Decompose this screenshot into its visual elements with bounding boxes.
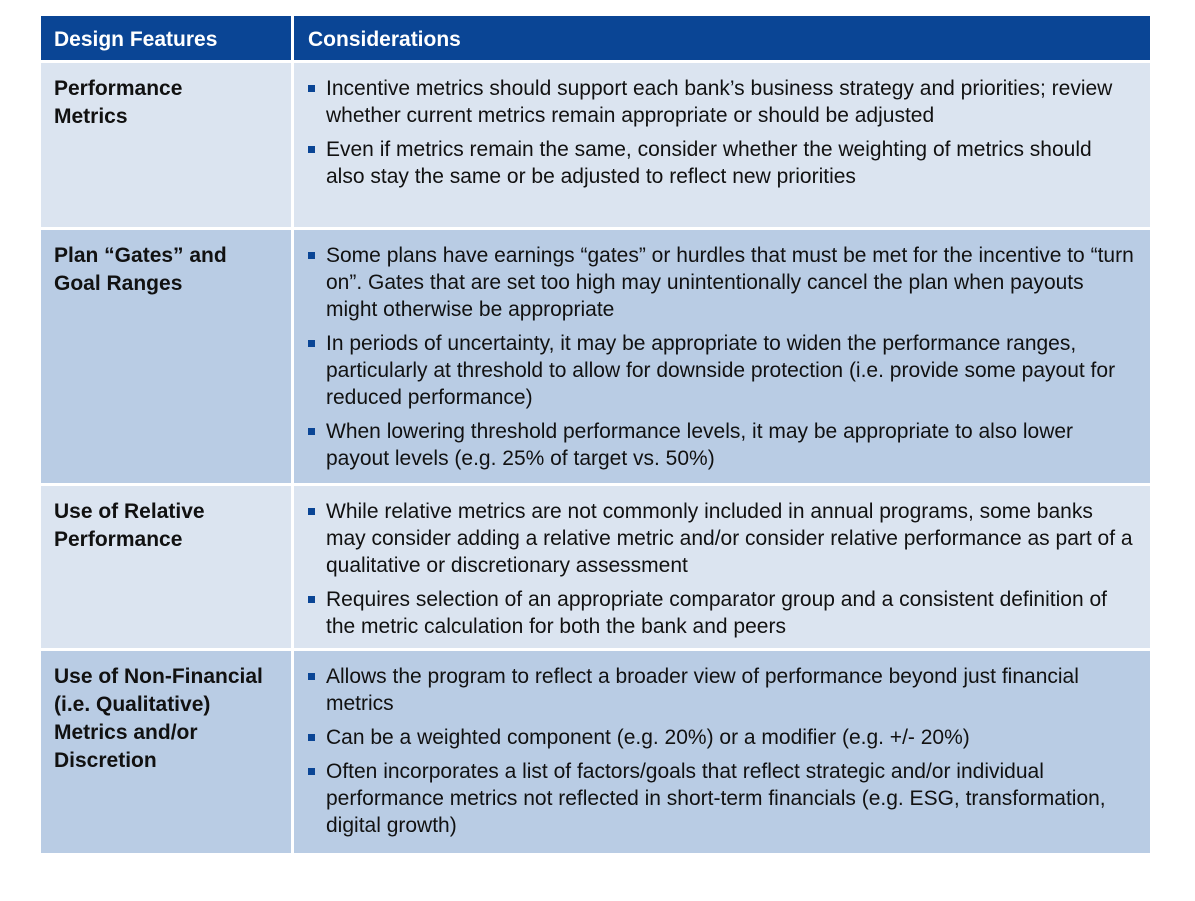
table-header — [41, 16, 1150, 63]
square-bullet-icon — [308, 428, 315, 435]
square-bullet-icon — [308, 508, 315, 515]
square-bullet-icon — [308, 146, 315, 153]
table-row — [41, 230, 1150, 486]
list-item: Often incorporates a list of factors/goals that reflect strategic and/or individual performance metrics not reflected in short-term financials (e.g. ESG, transformation, digital growth) — [308, 758, 1134, 839]
square-bullet-icon — [308, 768, 315, 775]
considerations-list — [308, 75, 1134, 190]
square-bullet-icon — [308, 734, 315, 741]
list-item: In periods of uncertainty, it may be appropriate to widen the performance ranges, particularly at threshold to allow for downside protection (i.e. provide some payout for reduced performance) — [308, 330, 1134, 411]
design-features-table — [41, 16, 1150, 853]
list-item: Even if metrics remain the same, consider whether the weighting of metrics should also stay the same or be adjusted to reflect new priorities — [308, 136, 1134, 190]
list-item: Can be a weighted component (e.g. 20%) or a modifier (e.g. +/- 20%) — [308, 724, 1134, 751]
list-item: Requires selection of an appropriate comparator group and a consistent definition of the metric calculation for both the bank and peers — [308, 586, 1134, 640]
table-row — [41, 651, 1150, 853]
feature-relative-performance: Use of Relative Performance — [54, 500, 205, 551]
list-item: When lowering threshold performance levels, it may be appropriate to also lower payout levels (e.g. 25% of target vs. 50%) — [308, 418, 1134, 472]
table-row — [41, 63, 1150, 230]
feature-plan-gates: Plan “Gates” and Goal Ranges — [54, 244, 227, 295]
square-bullet-icon — [308, 596, 315, 603]
list-item: While relative metrics are not commonly included in annual programs, some banks may consider adding a relative metric and/or consider relative performance as part of a qualitative or discretionary assessment — [308, 498, 1134, 579]
feature-performance-metrics: Performance Metrics — [54, 77, 183, 128]
square-bullet-icon — [308, 85, 315, 92]
table-row — [41, 486, 1150, 651]
square-bullet-icon — [308, 340, 315, 347]
considerations-list — [308, 242, 1134, 472]
header-considerations: Considerations — [308, 28, 461, 51]
feature-non-financial: Use of Non-Financial (i.e. Qualitative) Metrics and/or Discretion — [54, 665, 263, 772]
considerations-list — [308, 663, 1134, 839]
list-item: Allows the program to reflect a broader view of performance beyond just financial metrics — [308, 663, 1134, 717]
square-bullet-icon — [308, 673, 315, 680]
considerations-list — [308, 498, 1134, 640]
list-item: Some plans have earnings “gates” or hurdles that must be met for the incentive to “turn on”. Gates that are set too high may unintentionally cancel the plan when payouts might otherwise be appropriate — [308, 242, 1134, 323]
header-design-features: Design Features — [41, 16, 294, 60]
list-item: Incentive metrics should support each bank’s business strategy and priorities; review whether current metrics remain appropriate or should be adjusted — [308, 75, 1134, 129]
square-bullet-icon — [308, 252, 315, 259]
